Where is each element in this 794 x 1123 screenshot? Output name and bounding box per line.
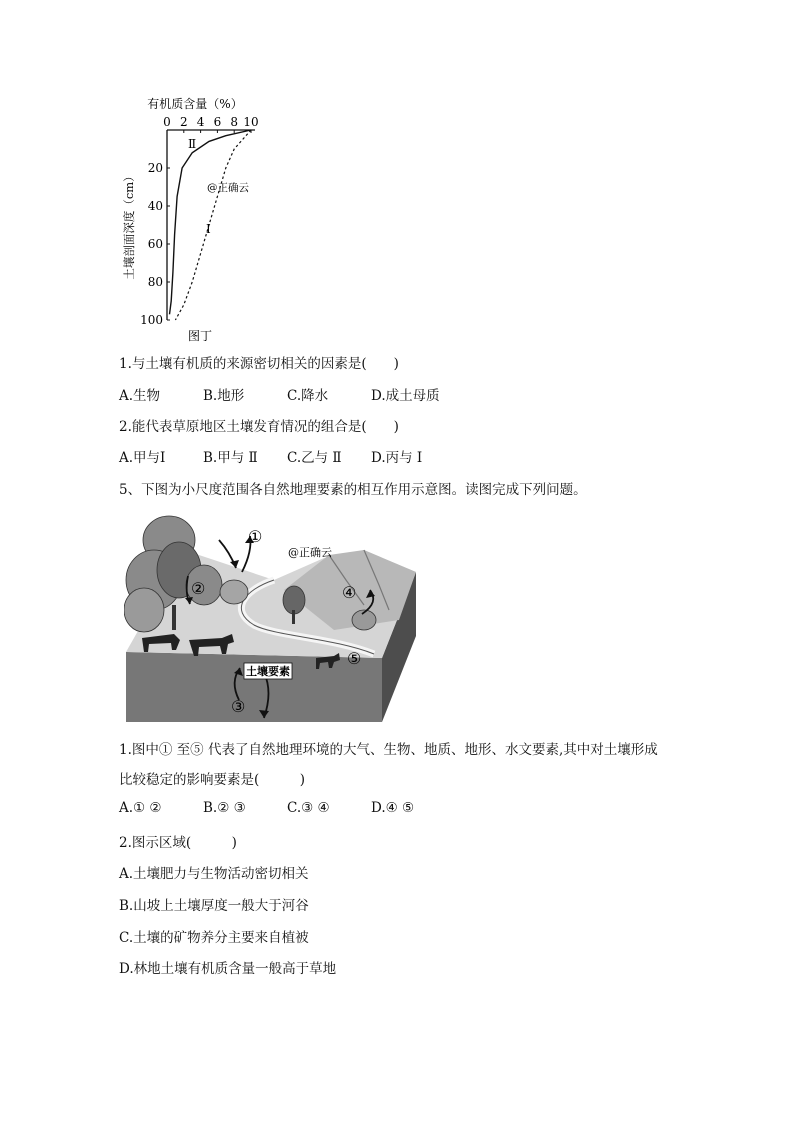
q2-option-a[interactable]: A.甲与Ⅰ: [119, 450, 166, 466]
q1-option-a[interactable]: A.生物: [119, 388, 161, 404]
x-tick-label-10: 10: [243, 115, 259, 129]
question-4: 2.图示区域( ): [119, 835, 237, 851]
chart-title: 有机质含量（%）: [147, 97, 243, 111]
q3-option-b[interactable]: B.② ③: [203, 800, 246, 816]
series-ii-label: Ⅱ: [188, 137, 197, 151]
q1-option-c[interactable]: C.降水: [287, 388, 329, 404]
question-1: 1.与土壤有机质的来源密切相关的因素是( ): [119, 356, 399, 372]
y-tick-labels: [140, 161, 163, 327]
q2-option-d[interactable]: D.丙与 Ⅰ: [371, 450, 423, 466]
geography-block-diagram: [124, 510, 418, 724]
label-4: ④: [342, 583, 357, 602]
x-tick-label-6: 6: [213, 115, 222, 129]
q3-option-d[interactable]: D.④ ⑤: [371, 800, 415, 816]
soil-label: 土壤要素: [246, 665, 290, 678]
q4-option-b[interactable]: B.山坡上土壤厚度一般大于河谷: [119, 898, 309, 914]
label-2: ②: [191, 579, 206, 598]
watermark: @正确云: [207, 182, 249, 194]
x-tick-labels: [163, 115, 258, 129]
label-5: ⑤: [347, 649, 362, 668]
y-tick-label-100: 100: [140, 313, 163, 327]
q2-option-c[interactable]: C.乙与 Ⅱ: [287, 450, 342, 466]
label-1: ①: [248, 527, 263, 546]
section-5-heading: 5、下图为小尺度范围各自然地理要素的相互作用示意图。读图完成下列问题。: [119, 482, 587, 498]
q4-option-d[interactable]: D.林地土壤有机质含量一般高于草地: [119, 961, 337, 977]
q4-option-c[interactable]: C.土壤的矿物养分主要来自植被: [119, 930, 309, 946]
q3-option-c[interactable]: C.③ ④: [287, 800, 330, 816]
x-tick-label-2: 2: [179, 115, 188, 129]
y-tick-label-80: 80: [147, 275, 163, 289]
q1-option-b[interactable]: B.地形: [203, 388, 245, 404]
y-tick-label-40: 40: [147, 199, 163, 213]
question-3-line-1: 1.图中① 至⑤ 代表了自然地理环境的大气、生物、地质、地形、水文要素,其中对土壤形成: [119, 742, 658, 758]
x-tick-label-8: 8: [230, 115, 239, 129]
label-3: ③: [231, 697, 246, 716]
q2-option-b[interactable]: B.甲与 Ⅱ: [203, 450, 258, 466]
y-axis-label: 土壤剖面深度（cm）: [122, 170, 136, 280]
x-tick-label-4: 4: [196, 115, 205, 129]
x-tick-label-0: 0: [163, 115, 171, 129]
q1-option-d[interactable]: D.成土母质: [371, 388, 440, 404]
y-tick-label-20: 20: [147, 161, 163, 175]
question-2: 2.能代表草原地区土壤发育情况的组合是( ): [119, 419, 399, 435]
organic-matter-chart: [115, 88, 295, 350]
question-3-line-2: 比较稳定的影响要素是( ): [119, 772, 306, 788]
series-i-label: Ⅰ: [206, 222, 211, 236]
block-front-face: [126, 652, 382, 722]
series-i-curve: [175, 130, 251, 320]
tree-trunk: [292, 610, 295, 624]
y-tick-label-60: 60: [147, 237, 163, 251]
q3-option-a[interactable]: A.① ②: [119, 800, 162, 816]
tree-trunk: [172, 605, 176, 630]
q4-option-a[interactable]: A.土壤肥力与生物活动密切相关: [119, 866, 309, 882]
figure-caption: 图丁: [188, 329, 213, 343]
watermark: @正确云: [288, 546, 332, 559]
